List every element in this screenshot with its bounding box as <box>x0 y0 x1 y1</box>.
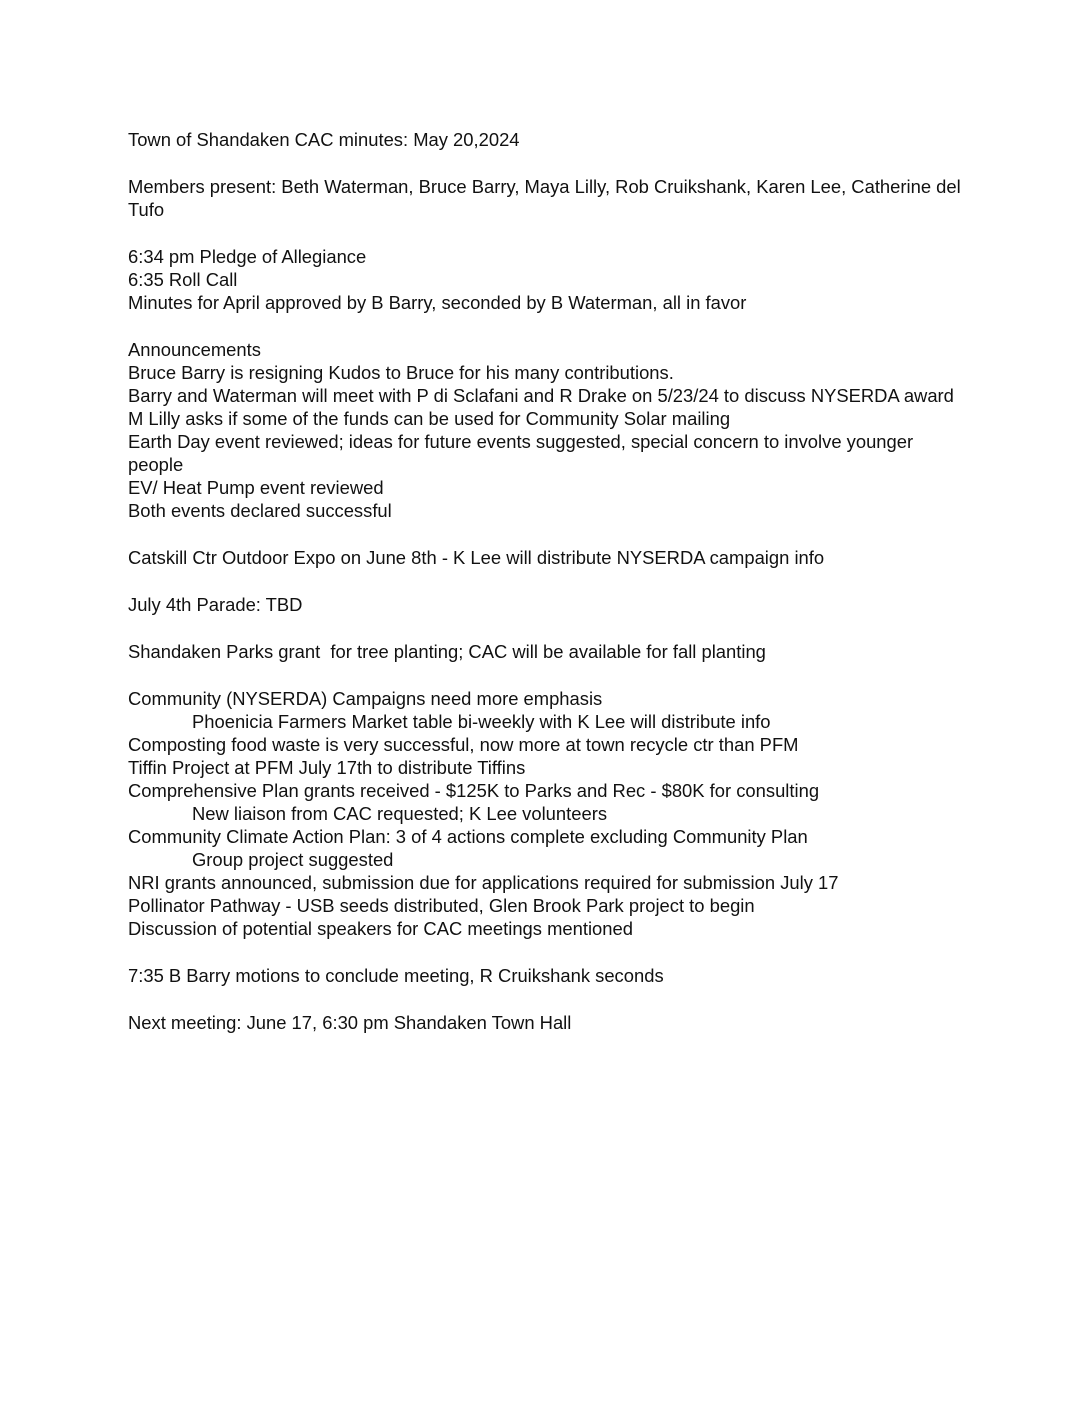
spacer <box>128 151 968 175</box>
expo-item: Catskill Ctr Outdoor Expo on June 8th - K Lee will distribute NYSERDA campaign info <box>128 547 825 568</box>
announcement-item: EV/ Heat Pump event reviewed <box>128 477 384 498</box>
spacer <box>128 569 968 593</box>
speakers-item: Discussion of potential speakers for CAC meetings mentioned <box>128 918 633 939</box>
group-project-item: Group project suggested <box>192 849 394 870</box>
announcements-heading: Announcements <box>128 339 261 360</box>
announcement-item: Barry and Waterman will meet with P di Sclafani and R Drake on 5/23/24 to discuss NYSERDA award <box>128 385 954 406</box>
tiffin-item: Tiffin Project at PFM July 17th to distribute Tiffins <box>128 757 526 778</box>
document-title: Town of Shandaken CAC minutes: May 20,2024 <box>128 129 520 150</box>
announcement-item: Bruce Barry is resigning Kudos to Bruce for his many contributions. <box>128 362 674 383</box>
next-meeting: Next meeting: June 17, 6:30 pm Shandaken Town Hall <box>128 1012 572 1033</box>
nri-item: NRI grants announced, submission due for applications required for submission July 17 <box>128 872 839 893</box>
spacer <box>128 987 968 1011</box>
parks-item: Shandaken Parks grant for tree planting; CAC will be available for fall planting <box>128 641 766 662</box>
spacer <box>128 940 968 964</box>
opening-item: 6:34 pm Pledge of Allegiance <box>128 246 367 267</box>
climate-plan-item: Community Climate Action Plan: 3 of 4 actions complete excluding Community Plan <box>128 826 808 847</box>
farmers-market-item: Phoenicia Farmers Market table bi-weekly with K Lee will distribute info <box>192 711 771 732</box>
spacer <box>128 616 968 640</box>
community-heading: Community (NYSERDA) Campaigns need more emphasis <box>128 688 603 709</box>
opening-item: Minutes for April approved by B Barry, seconded by B Waterman, all in favor <box>128 292 747 313</box>
announcement-item: Both events declared successful <box>128 500 392 521</box>
spacer <box>128 522 968 546</box>
pollinator-item: Pollinator Pathway - USB seeds distributed, Glen Brook Park project to begin <box>128 895 755 916</box>
spacer <box>128 221 968 245</box>
spacer <box>128 663 968 687</box>
opening-item: 6:35 Roll Call <box>128 269 238 290</box>
parade-item: July 4th Parade: TBD <box>128 594 303 615</box>
minutes-body <box>128 128 968 1034</box>
spacer <box>128 314 968 338</box>
comp-plan-item: Comprehensive Plan grants received - $125K to Parks and Rec - $80K for consulting <box>128 780 820 801</box>
liaison-item: New liaison from CAC requested; K Lee volunteers <box>192 803 608 824</box>
members-present: Members present: Beth Waterman, Bruce Barry, Maya Lilly, Rob Cruikshank, Karen Lee, Catherine del Tufo <box>128 176 961 220</box>
closing-item: 7:35 B Barry motions to conclude meeting, R Cruikshank seconds <box>128 965 664 986</box>
composting-item: Composting food waste is very successful, now more at town recycle ctr than PFM <box>128 734 799 755</box>
announcement-item: Earth Day event reviewed; ideas for future events suggested, special concern to involve younger people <box>128 431 914 475</box>
announcement-item: M Lilly asks if some of the funds can be used for Community Solar mailing <box>128 408 731 429</box>
